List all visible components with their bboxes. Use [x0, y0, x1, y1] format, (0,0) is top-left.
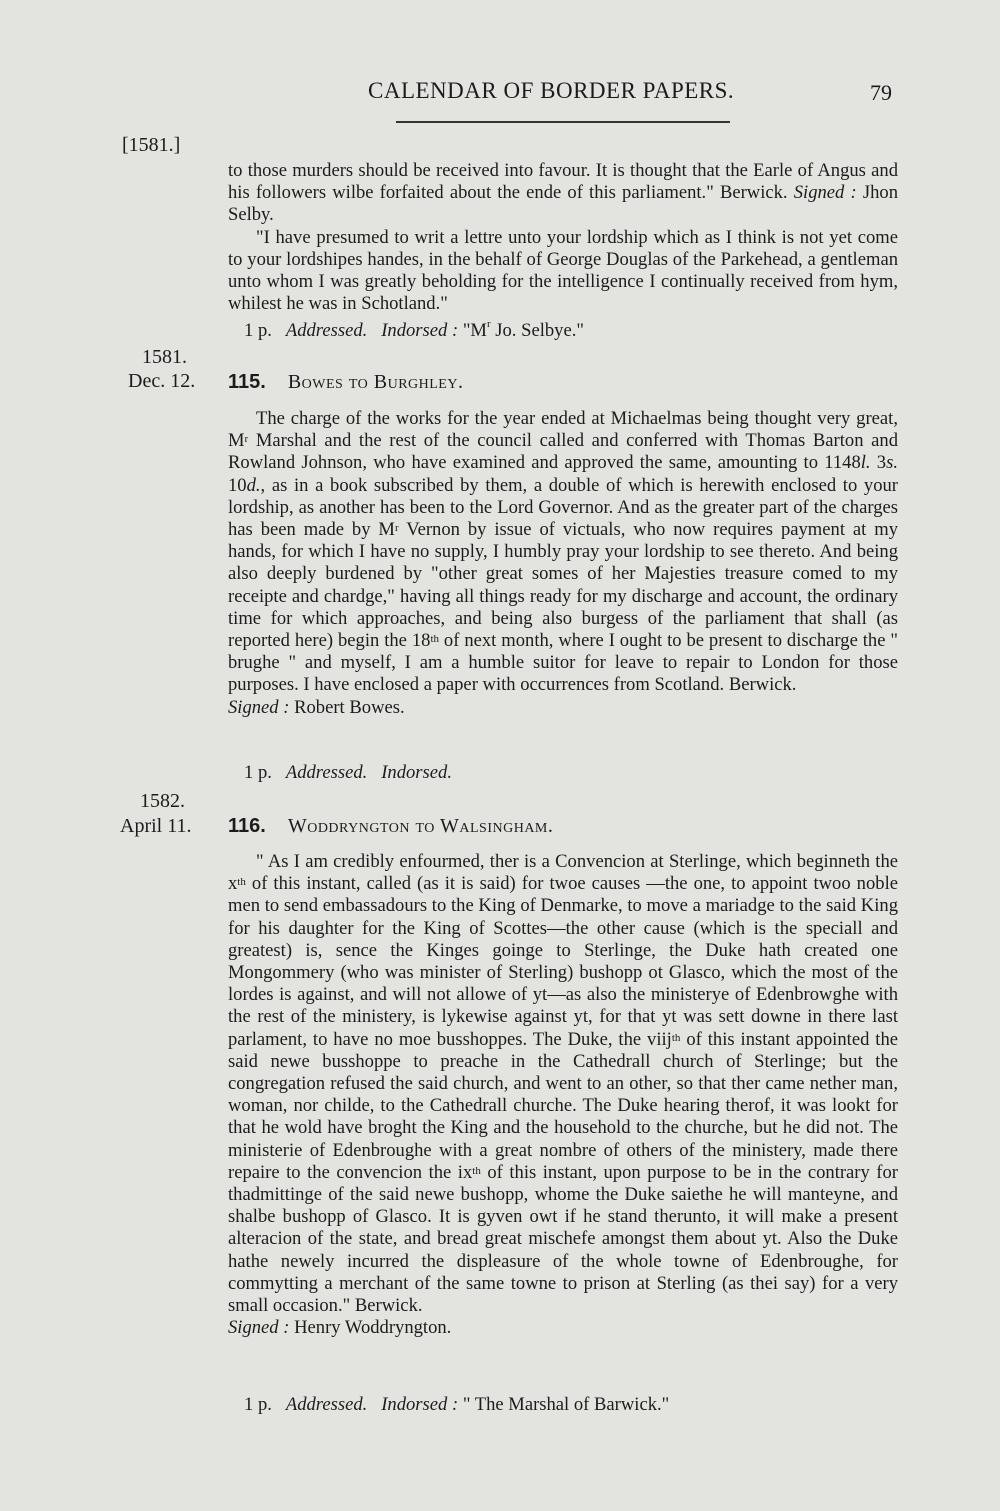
entry-116-title: Woddryngton to Walsingham.: [287, 815, 554, 837]
entry-116-day: April 11.: [120, 815, 192, 837]
running-title: CALENDAR OF BORDER PAPERS.: [368, 78, 735, 103]
entry-115-heading: [228, 371, 463, 394]
header-rule: [396, 121, 730, 123]
entry-115-note: 1 p. Addressed. Indorsed.: [244, 762, 452, 783]
signer: Jhon Selby.: [228, 182, 898, 226]
signed-label: Signed :: [793, 182, 857, 204]
margin-year-bracketed: [1581.]: [122, 134, 181, 156]
continuation-paragraph-1: to those murders should be received into favour. It is thought that the Earle of Angus and his followers wilbe forfaited about the ende of this parliament." Berwick. Signed : Jhon Selby.: [228, 160, 898, 226]
entry-115-number: 115.: [228, 371, 266, 393]
signed-label: Signed :: [228, 696, 290, 718]
signer: Robert Bowes.: [294, 696, 405, 718]
entry-115-body: [228, 408, 898, 719]
entry-115-day: Dec. 12.: [128, 370, 196, 392]
entry-116-body: [228, 851, 898, 1339]
entry-115-year: 1581.: [142, 346, 187, 368]
continuation-note: 1 p. Addressed. Indorsed : "$M^r$ Jo. Selbye.": [244, 318, 584, 341]
page-number: 79: [870, 80, 892, 105]
entry-116-paragraph: " As I am credibly enfourmed, ther is a Convencion at Sterlinge, which beginneth the $x^{th}$ of this instant, called (as it is said) for twoe causes —the one, to appoint twoo noble men to send embassadours to the King of Denmarke, to move a mariadge to the said King for his daughter for the King of Scottes—the other cause (which is the speciall and greatest) is, sence the Kinges goinge to Sterlinge, the Duke hath created one Mongommery (who was minister of Sterling) bushopp ot Glasco, which the most of the lordes is against, and will not allowe of yt—as also the ministerye of Edenbrowghe with the rest of the ministery, is lykewise against yt, for that yt was sett downe in there last parlament, to have no moe busshoppes. The Duke, the viij$^{th}$ of this instant appointed the said newe busshoppe to preache in the Cathedrall church of Sterlinge; but the congregation refused the said church, and went to an other, so that ther came nether man, woman, nor childe, to the Cathedrall churche. The Duke hearing therof, it was lookt for that he wold have broght the King and the household to the churche, but he did not. The ministerie of Edenbroughe with a great nombre of others of the ministery, made there repaire to the convencion the $ix^{th}$ of this instant, upon purpose to be in the contrary for thadmittinge of the said newe bushopp, whome the Duke saiethe he will manteyne, and shalbe bushopp of Glasco. It is gyven owt if he stand therunto, it will make a present alteracion of the state, and bread great mischefe amongst them about yt. Also the Duke hathe newely incurred the displeasure of the whole towne of Edenbroughe, for commytting a merchant of the same towne to prison at Sterling (as thei say) for a very small occasion." Berwick. Signed : Henry Woddryngton.: [228, 851, 899, 1339]
entry-115-paragraph: The charge of the works for the year ended at Michaelmas being thought very great, $M^r$ Marshal and the rest of the council called and conferred with Thomas Barton and Rowland Johnson, who have examined and approved the same, amounting to 1148l. 3s. 10d., as in a book subscribed by them, a double of which is herewith enclosed to your lordship, as another has been to the Lord Governor. And as the greater part of the charges has been made by $M^r$ Vernon by issue of victuals, who now requires payment at my hands, for which I have no supply, I humbly pray your lordship to see thereto. And being also deeply burdened by "other great somes of her Majesties treasure comed to my receipte and chardge," having all things ready for my discharge and account, the ordinary time for which approaches, and being also burgess of the parliament that shall (as reported here) begin the 18th of next month, where I ought to be present to discharge the " brughe " and myself, I am a humble suitor for leave to repair to London for those purposes. I have enclosed a paper with occurrences from Scotland. Berwick. Signed : Robert Bowes.: [228, 408, 899, 718]
entry-116-number: 116.: [228, 815, 266, 837]
entry-116-heading: [228, 815, 553, 838]
continuation-paragraph-2: "I have presumed to writ a lettre unto your lordship which as I think is not yet come to your lordshipes handes, in the behalf of George Douglas of the Parkehead, a gentleman unto whom I was greatly beholding for the intelligence I continually received from hym, whilest he was in Schotland.": [228, 226, 898, 315]
entry-116-year: 1582.: [140, 790, 185, 812]
entry-116-note: 1 p. Addressed. Indorsed : " The Marshal of Barwick.": [244, 1394, 670, 1415]
continuation-text: [228, 160, 898, 315]
signed-label: Signed :: [228, 1317, 290, 1339]
entry-115-title: Bowes to Burghley.: [287, 371, 464, 393]
signer: Henry Woddryngton.: [294, 1317, 452, 1339]
